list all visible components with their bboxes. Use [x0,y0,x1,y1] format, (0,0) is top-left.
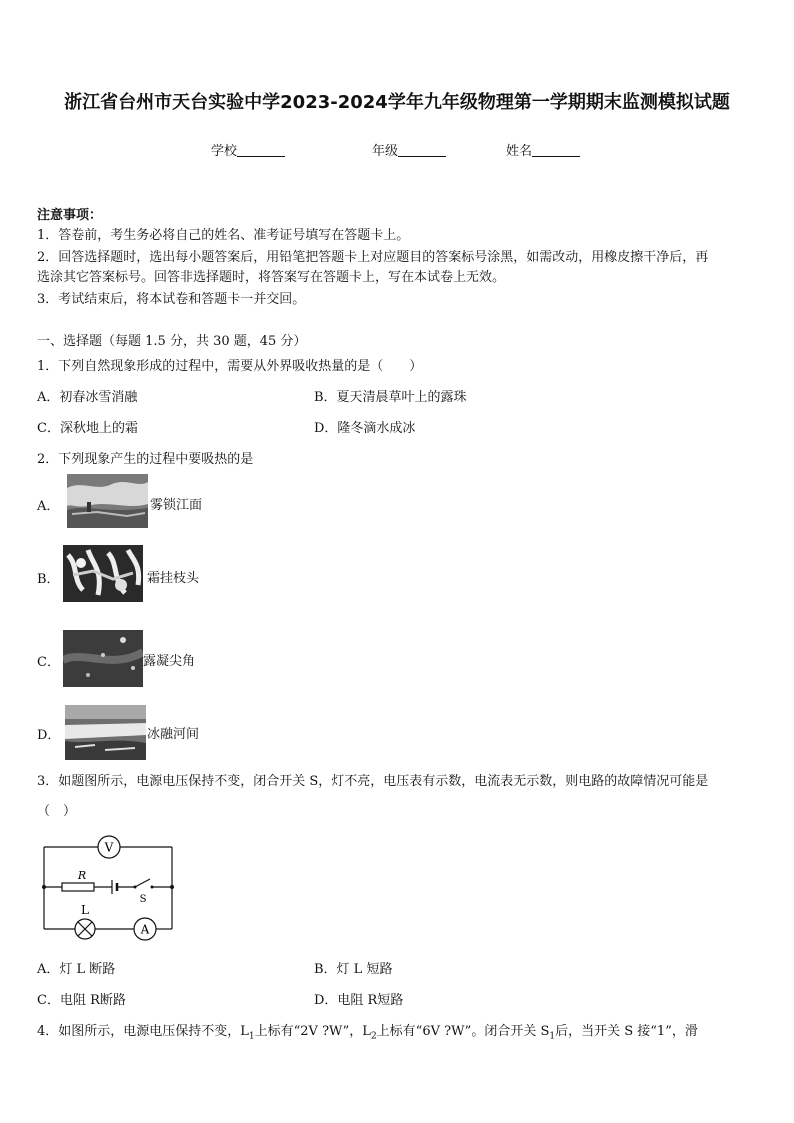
q3-stem-line2: （ ） [37,804,77,819]
q3-option-a: A．灯 L 断路 [37,962,116,977]
grade-label: 年级 [372,144,399,159]
q2-option-d-caption: 冰融河间 [147,727,200,742]
name-blank [532,144,580,157]
q3-option-b: B．灯 L 短路 [314,962,393,977]
resistor-label: R [77,869,87,882]
voltmeter-label: V [104,840,114,855]
q1-option-a: A．初春冰雪消融 [37,390,138,405]
q4-sub-1: 1 [248,1031,255,1042]
notes-item-1: 1．答卷前，考生务必将自己的姓名、准考证号填写在答题卡上。 [37,228,410,243]
q4-sub-2: 2 [370,1031,377,1042]
switch-symbol [135,879,150,887]
q4-stem [37,1020,698,1042]
school-blank [237,144,285,157]
q1-option-b: B．夏天清晨草叶上的露珠 [314,390,467,405]
exam-title: 浙江省台州市天台实验中学2023-2024学年九年级物理第一学期期末监测模拟试题 [64,92,730,113]
resistor-symbol [62,883,94,891]
school-field [211,140,285,159]
q4-part-3: 上标有“6V ?W”。闭合开关 S [376,1024,550,1039]
q2-option-c-letter: C． [37,655,60,670]
fog-river-image [67,474,148,528]
q4-part-1: 4．如图所示，电源电压保持不变，L [37,1024,249,1039]
frost-branch-image [63,545,143,602]
q2-option-d-letter: D． [37,728,61,743]
name-label: 姓名 [506,144,533,159]
q2-option-c-caption: 露凝尖角 [143,654,196,669]
q1-stem: 1．下列自然现象形成的过程中，需要从外界吸收热量的是（ ） [37,359,423,374]
grade-field [372,140,446,159]
notes-item-2-line2: 选涂其它答案标号。回答非选择题时，将答案写在答题卡上，写在本试卷上无效。 [37,270,506,285]
notes-heading: 注意事项： [37,208,103,223]
q2-option-b-caption: 霜挂枝头 [147,571,200,586]
notes-item-2-line1: 2．回答选择题时，选出每小题答案后，用铅笔把答题卡上对应题目的答案标号涂黑，如需改动，用橡皮擦干净后，再 [37,250,709,265]
q2-option-b-letter: B． [37,572,60,587]
ice-melting-river-image [65,705,146,760]
q1-option-c: C．深秋地上的霜 [37,421,138,436]
lamp-label: L [81,903,89,917]
name-field [506,140,580,159]
q4-part-4: 后，当开关 S 接“1”，滑 [555,1024,698,1039]
q3-option-d: D．电阻 R短路 [314,993,404,1008]
q2-option-a-letter: A． [37,499,60,514]
q3-circuit-diagram [38,833,178,943]
q3-stem-line1: 3．如题图所示，电源电压保持不变，闭合开关 S，灯不亮，电压表有示数，电流表无示数，则电路的故障情况可能是 [37,774,709,789]
section-heading: 一、选择题（每题 1.5 分，共 30 题，45 分） [37,334,307,349]
grade-blank [398,144,446,157]
q3-option-c: C．电阻 R断路 [37,993,126,1008]
notes-item-3: 3．考试结束后，将本试卷和答题卡一并交回。 [37,292,306,307]
ammeter-label: A [140,922,150,937]
switch-label: S [139,894,147,905]
q2-option-a-caption: 雾锁江面 [150,498,203,513]
school-label: 学校 [211,144,238,159]
q4-sub-3: 1 [549,1031,556,1042]
q4-part-2: 上标有“2V ?W”，L [254,1024,371,1039]
q1-option-d: D．隆冬滴水成冰 [314,421,416,436]
dew-leaf-image [63,630,143,687]
q2-stem: 2．下列现象产生的过程中要吸热的是 [37,452,254,467]
